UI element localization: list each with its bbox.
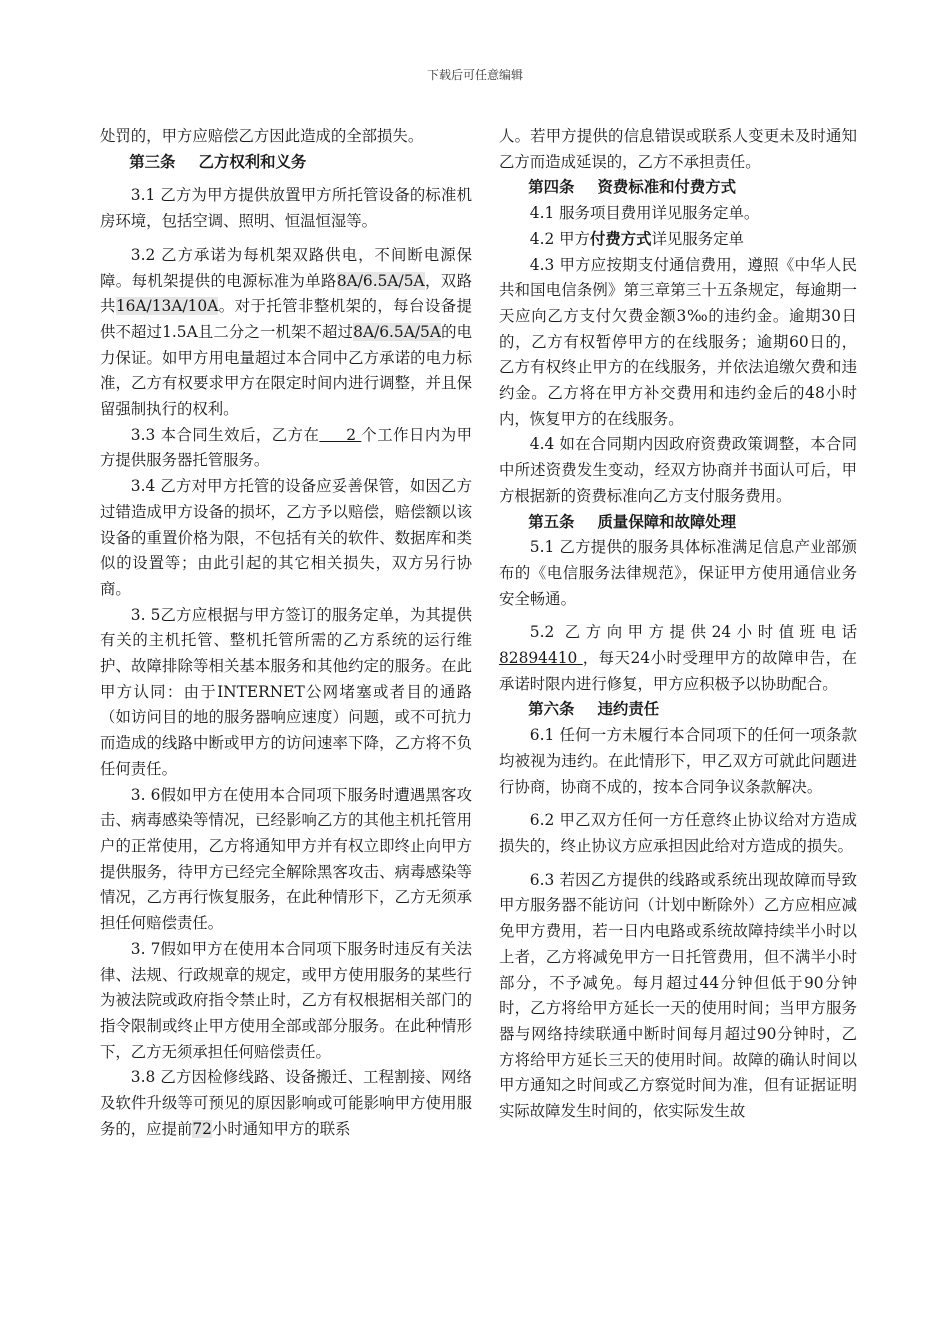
clause-6-3: 6.3 若因乙方提供的线路或系统出现故障而导致甲方服务器不能访问（计划中断除外）乙方应相应减免甲方费用，若一日内电路或系统故障持续半小时以上者，乙方将减免甲方一日托管费用，但不满半小时部分，不予减免。每月超过44分钟但低于90分钟时，乙方将给甲方延长一天的使用时间；当甲方服务器与网络持续联通中断时间每月超过90分钟时，乙方将给甲方延长三天的使用时间。故障的确认时间以甲方通知之时间或乙方察觉时间为准，但有证据证明实际故障发生时间的，依实际发生故 <box>499 870 857 1121</box>
clause-text: 小时通知甲方的联系 <box>211 1119 351 1138</box>
clause-3-6: 3. 6假如甲方在使用本合同项下服务时遭遇黑客攻击、病毒感染等情况，已经影响乙方的其他主机托管用户的正常使用，乙方将通知甲方并有权立即终止向甲方提供服务，待甲方已经完全解除黑客攻击、病毒感染等情况，乙方再行恢复服务，在此种情形下，乙方无须承担任何赔偿责任。 <box>100 785 472 933</box>
clause-4-1: 4.1 服务项目费用详见服务定单。 <box>529 204 760 223</box>
hotline-number: 82894410 <box>499 649 583 668</box>
section-title: 乙方权利和义务 <box>198 152 307 171</box>
right-column <box>499 124 857 1125</box>
clause-3-7: 3. 7假如甲方在使用本合同项下服务时违反有关法律、法规、行政规章的规定，或甲方使用服务的某些行为被法院或政府指令禁止时，乙方有权根据相关部门的指令限制或终止甲方使用全部或部分服务。在此种情形下，乙方无须承担任何赔偿责任。 <box>100 939 472 1061</box>
clause-6-1: 6.1 任何一方未履行本合同项下的任何一项条款均被视为违约。在此情形下，甲乙双方可就此问题进行协商，协商不成的，按本合同争议条款解决。 <box>499 726 857 796</box>
payment-method-term: 付费方式 <box>589 229 652 248</box>
page-header: 下载后可任意编辑 <box>426 68 523 82</box>
clause-4-2 <box>499 227 857 253</box>
clause-text: 详见服务定单 <box>651 229 744 248</box>
clause-3-1: 3.1 乙方为甲方提供放置甲方所托管设备的标准机房环境，包括空调、照明、恒温恒湿等。 <box>100 186 472 231</box>
section-title: 质量保障和故障处理 <box>597 512 737 531</box>
paragraph-continuation: 处罚的，甲方应赔偿乙方因此造成的全部损失。 <box>100 127 424 145</box>
clause-text: ，双路共 <box>100 271 472 316</box>
section-number: 第六条 <box>528 700 575 719</box>
clause-3-5: 3. 5乙方应根据与甲方签订的服务定单，为其提供有关的主机托管、整机托管所需的乙方系统的运行维护、故障排除等相关基本服务和其他约定的服务。在此甲方认同：由于INTERNET公网堵塞或者目的通路（如访问目的地的服务器响应速度）问题，或不可抗力而造成的线路中断或甲方的访问速率下降，乙方将不负任何责任。 <box>100 605 472 778</box>
clause-text: ，每天24小时受理甲方的故障申告，在承诺时限内进行修复，甲方应积极予以协助配合。 <box>499 649 857 693</box>
clause-text: 4.2 甲方 <box>529 229 590 248</box>
section-title: 违约责任 <box>597 700 660 719</box>
clause-text: 3.2 乙方承诺为每机架双路供电，不间断电源保障。每机架提供的电源标准为单路 <box>100 245 472 290</box>
clause-3-3 <box>100 423 472 474</box>
section-5-heading <box>499 510 857 536</box>
paragraph-continuation: 人。若甲方提供的信息错误或联系人变更未及时通知乙方而造成延误的，乙方不承担责任。 <box>499 127 857 171</box>
section-number: 第四条 <box>528 178 575 197</box>
section-3-heading <box>100 150 472 176</box>
clause-5-1: 5.1 乙方提供的服务具体标准满足信息产业部颁布的《电信服务法律规范》，保证甲方使用通信业务安全畅通。 <box>499 538 857 608</box>
power-standard-dual: 16A/13A/10A <box>115 297 219 316</box>
clause-6-2: 6.2 甲乙双方任何一方任意终止协议给对方造成损失的，终止协议方应承担因此给对方造成的损失。 <box>499 811 857 855</box>
power-standard-partial: 8A/6.5A/5A <box>353 322 441 341</box>
section-title: 资费标准和付费方式 <box>597 178 737 197</box>
section-6-heading <box>499 697 857 723</box>
clause-4-4: 4.4 如在合同期内因政府资费政策调整，本合同中所述资费发生变动，经双方协商并书面认可后，甲方根据新的资费标准向乙方支付服务费用。 <box>499 435 857 505</box>
clause-text: 的电力保证。如甲方用电量超过本合同中乙方承诺的电力标准，乙方有权要求甲方在限定时间内进行调整，并且保留强制执行的权利。 <box>100 322 472 419</box>
section-number: 第五条 <box>528 512 575 531</box>
left-column <box>100 124 472 1142</box>
workdays-blank: 2 <box>319 425 362 444</box>
section-4-heading <box>499 175 857 201</box>
clause-3-2 <box>100 243 472 423</box>
clause-text: 3.8 乙方因检修线路、设备搬迁、工程割接、网络及软件升级等可预见的原因影响或可能影响甲方使用服务的，应提前 <box>100 1068 472 1138</box>
clause-text: 5.2 乙方向甲方提供24小时值班电话 <box>529 623 857 642</box>
clause-3-8 <box>100 1065 472 1142</box>
clause-5-2 <box>499 620 857 697</box>
clause-4-3: 4.3 甲方应按期支付通信费用，遵照《中华人民共和国电信条例》第三章第三十五条规定，每逾期一天应向乙方支付欠费金额3‰的违约金。逾期30日的，乙方有权暂停甲方的在线服务；逾期60日的，乙方有权终止甲方的在线服务，并依法追缴欠费和违约金。乙方将在甲方补交费用和违约金后的48小时内，恢复甲方的在线服务。 <box>499 255 857 428</box>
section-number: 第三条 <box>129 152 176 171</box>
notice-hours: 72 <box>192 1119 212 1138</box>
clause-text: 3.3 本合同生效后，乙方在 <box>130 425 320 444</box>
clause-text: 。对于托管非整机架的，每台设备提供不超过1.5A且二分之一机架不超过 <box>100 297 472 341</box>
power-standard-single: 8A/6.5A/5A <box>336 271 425 290</box>
clause-3-4: 3.4 乙方对甲方托管的设备应妥善保管，如因乙方过错造成甲方设备的损坏，乙方予以赔偿，赔偿额以该设备的重置价格为限，不包括有关的软件、数据库和类似的设置等；由此引起的其它相关损失，双方另行协商。 <box>100 477 472 598</box>
clause-text: 个工作日内为甲方提供服务器托管服务。 <box>100 425 472 470</box>
